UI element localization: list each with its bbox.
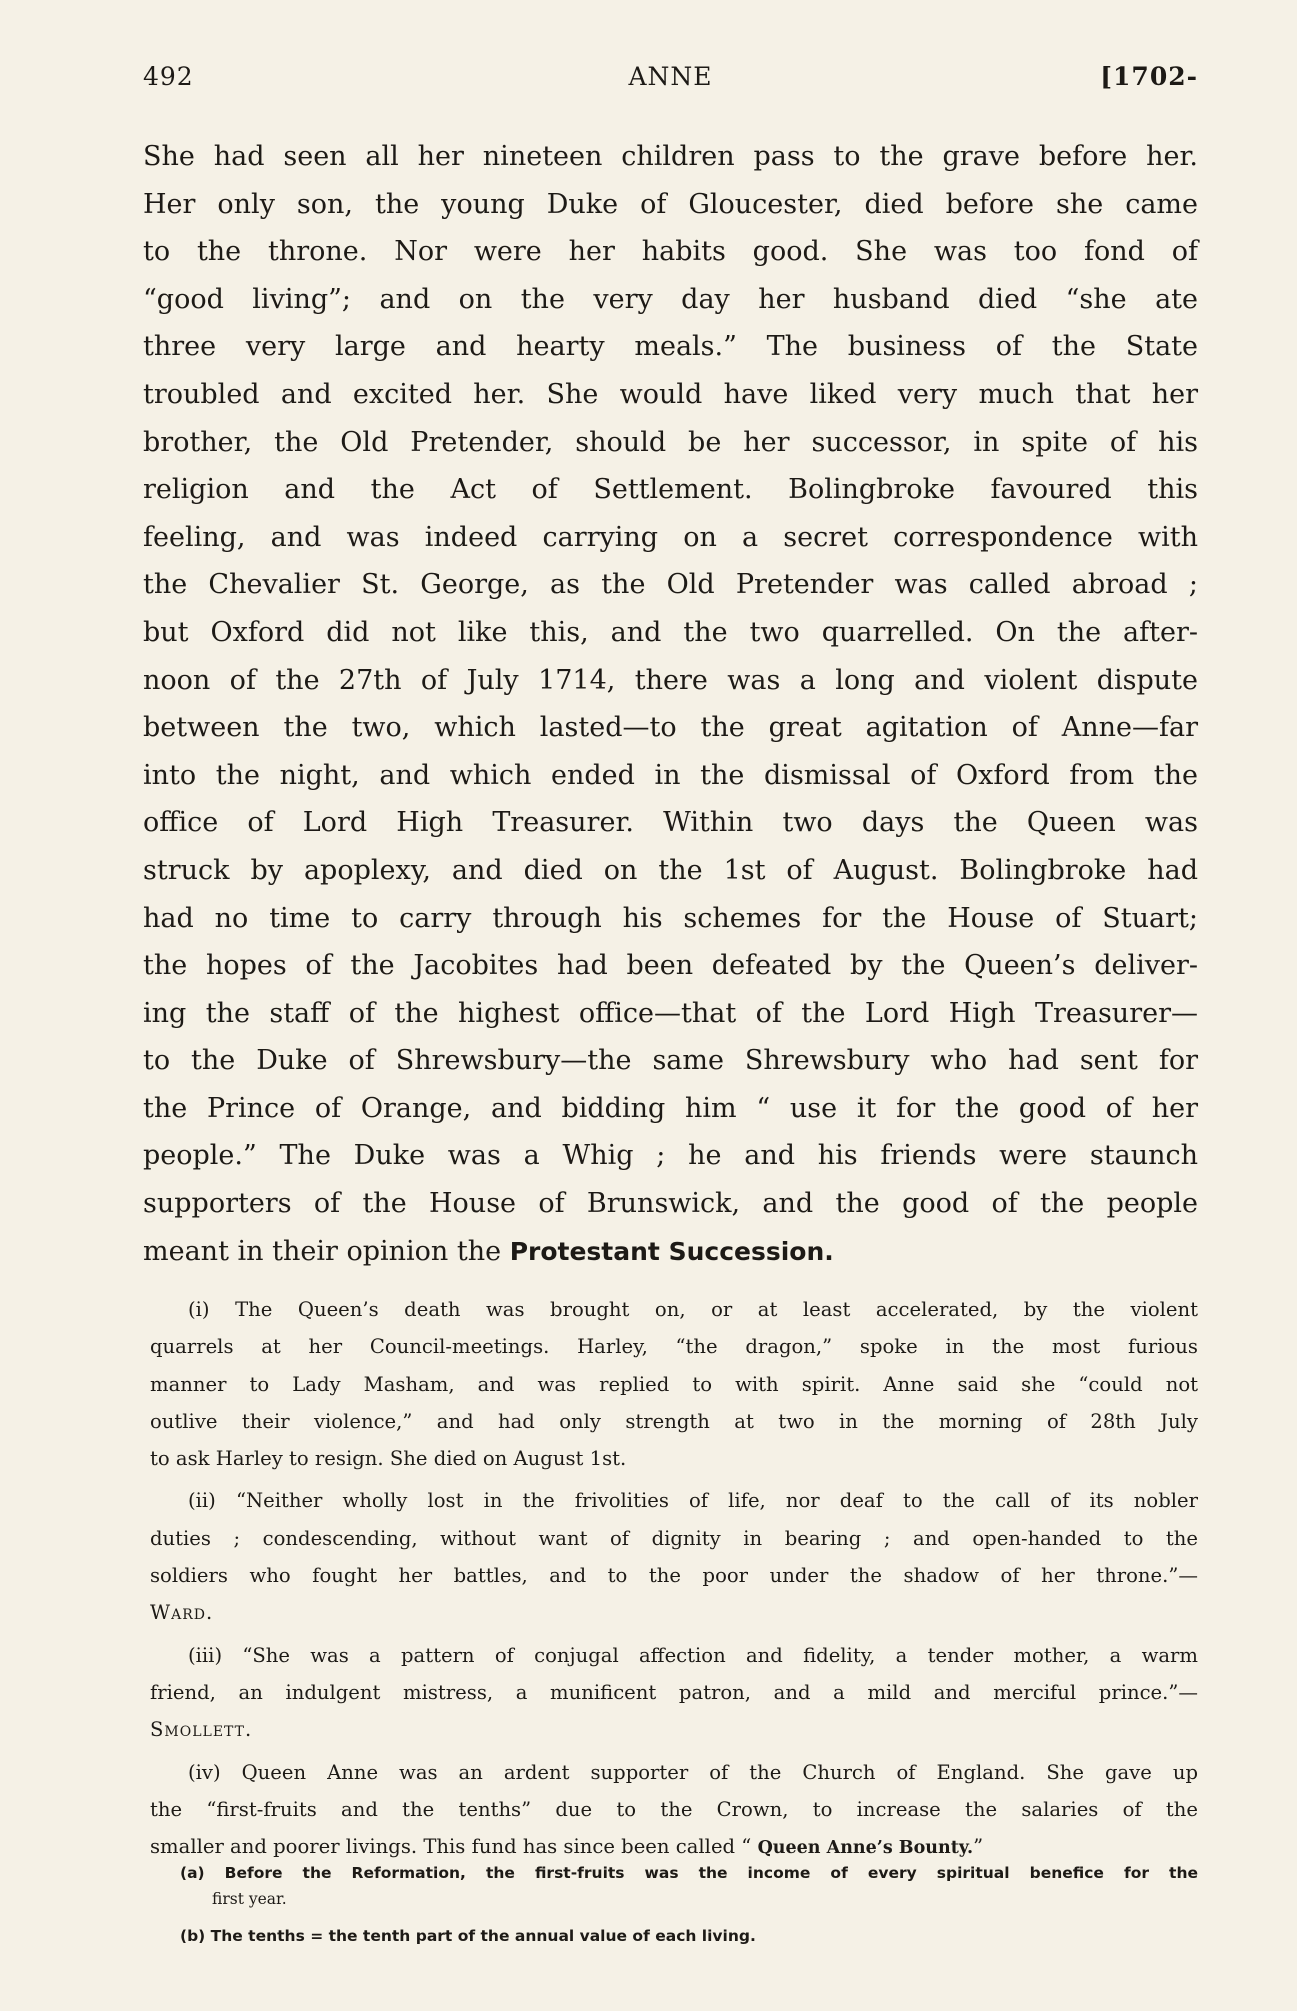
text-line: struck by apoplexy, and died on the 1st of August. Bolingbroke had [143, 854, 1198, 886]
text-line: brother, the Old Pretender, should be her successor, in spite of his [143, 426, 1198, 458]
note-line: soldiers who fought her battles, and to the poor under the shadow of her throne.”— [150, 1564, 1198, 1588]
note-line: quarrels at her Council-meetings. Harley, “the dragon,” spoke in the most furious [150, 1335, 1198, 1359]
text-line: office of Lord High Treasurer. Within two days the Queen was [143, 807, 1198, 839]
text-line: had no time to carry through his schemes for the House of Stuart; [143, 902, 1198, 934]
subnote-a [180, 1860, 1198, 1912]
text-line: the Chevalier St. George, as the Old Pretender was called abroad ; [143, 569, 1198, 601]
note-line: (ii) “Neither wholly lost in the frivolities of life, nor deaf to the call of its nobler [188, 1489, 1198, 1513]
note-attribution: Ward. [150, 1601, 214, 1625]
text-line: “good living”; and on the very day her husband died “she ate [143, 283, 1198, 315]
text-line: the hopes of the Jacobites had been defeated by the Queen’s deliver- [143, 950, 1198, 982]
subnote-line: (a) Before the Reformation, the first-fruits was the income of every spiritual benefice for the [180, 1864, 1198, 1882]
subnote-line: first year. [212, 1890, 287, 1908]
note-line: (iv) Queen Anne was an ardent supporter of the Church of England. She gave up [188, 1760, 1198, 1784]
notes-section [150, 1291, 1198, 1872]
text-line: people.” The Duke was a Whig ; he and his friends were staunch [143, 1140, 1198, 1172]
note-line: manner to Lady Masham, and was replied to with spirit. Anne said she “could not [150, 1372, 1198, 1396]
note-iv [150, 1754, 1198, 1868]
text-line: but Oxford did not like this, and the two quarrelled. On the after- [143, 616, 1198, 648]
text-line: supporters of the House of Brunswick, and the good of the people [143, 1188, 1198, 1220]
text-line: feeling, and was indeed carrying on a secret correspondence with [143, 521, 1198, 553]
page-number: 492 [143, 62, 194, 91]
note-iii [150, 1637, 1198, 1749]
text-line: three very large and hearty meals.” The business of the State [143, 331, 1198, 363]
note-line: duties ; condescending, without want of dignity in bearing ; and open-handed to the [150, 1526, 1198, 1550]
text-line: to the throne. Nor were her habits good. She was too fond of [143, 236, 1198, 268]
note-line: (i) The Queen’s death was brought on, or at least accelerated, by the violent [188, 1298, 1198, 1321]
protestant-succession-term: Protestant Succession. [509, 1236, 834, 1266]
note-i [150, 1291, 1198, 1477]
closing-quote: ” [973, 1835, 984, 1859]
text-line: She had seen all her nineteen children pass to the grave before her. [143, 141, 1198, 172]
note-line: (iii) “She was a pattern of conjugal affection and fidelity, a tender mother, a warm [188, 1643, 1198, 1667]
note-line: friend, an indulgent mistress, a munificent patron, and a mild and merciful prince.”— [150, 1680, 1198, 1704]
final-line-text: meant in their opinion the [143, 1235, 510, 1267]
note-line-text: smaller and poorer livings. This fund has since been called “ [150, 1835, 758, 1859]
text-line: noon of the 27th of July 1714, there was a long and violent dispute [143, 664, 1198, 696]
note-ii [150, 1482, 1198, 1631]
subnote-line: (b) The tenths = the tenth part of the annual value of each living. [180, 1927, 756, 1945]
note-line: the “first-fruits and the tenths” due to the Crown, to increase the salaries of the [150, 1797, 1198, 1821]
subnote-b [180, 1923, 1198, 1949]
note-attribution: Smollett. [150, 1718, 253, 1742]
text-line: ing the staff of the highest office—that of the Lord High Treasurer— [143, 997, 1198, 1029]
date-range: [1702- [1100, 62, 1198, 91]
text-line-final [143, 1228, 1198, 1276]
text-line: Her only son, the young Duke of Gloucester, died before she came [143, 188, 1198, 220]
note-line: to ask Harley to resign. She died on August 1st. [150, 1447, 627, 1471]
text-line: to the Duke of Shrewsbury—the same Shrewsbury who had sent for [143, 1045, 1198, 1077]
subnotes-section [180, 1860, 1198, 1960]
text-line: between the two, which lasted—to the great agitation of Anne—far [143, 712, 1198, 744]
running-header [143, 62, 1198, 102]
text-line: the Prince of Orange, and bidding him “ use it for the good of her [143, 1092, 1198, 1124]
text-line: into the night, and which ended in the dismissal of Oxford from the [143, 759, 1198, 791]
running-title: ANNE [628, 62, 713, 91]
text-line: troubled and excited her. She would have liked very much that her [143, 378, 1198, 410]
note-line: outlive their violence,” and had only strength at two in the morning of 28th July [150, 1409, 1198, 1433]
text-line: religion and the Act of Settlement. Bolingbroke favoured this [143, 474, 1198, 506]
queen-annes-bounty-term: Queen Anne’s Bounty. [757, 1838, 974, 1859]
main-paragraph [143, 133, 1198, 1275]
